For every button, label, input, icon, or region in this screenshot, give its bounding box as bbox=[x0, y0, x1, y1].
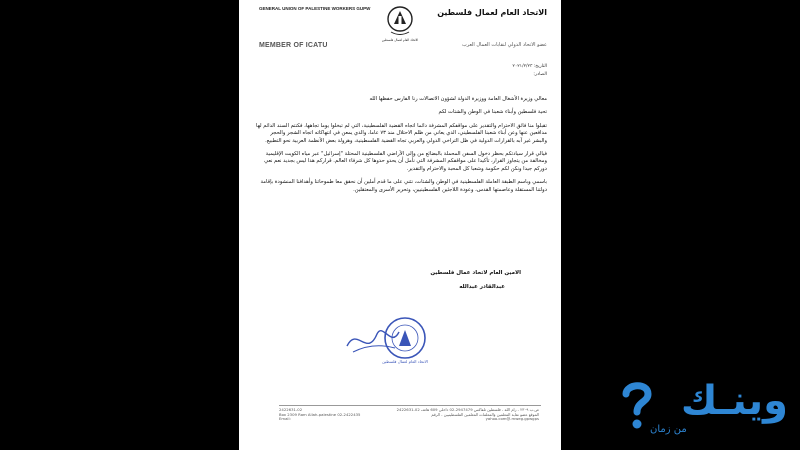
brand-name: وينـك bbox=[680, 378, 788, 424]
signature-title: الامين العام لاتحاد عمال فلسطين bbox=[430, 270, 521, 276]
brand-tagline: من زمان bbox=[650, 424, 687, 435]
signature-name: عبدالقادر عبدالله bbox=[459, 284, 505, 290]
footer-email-label: Email: bbox=[279, 416, 291, 422]
letter-ref: الصادر: bbox=[533, 72, 547, 77]
member-of-icatu-ar: عضو الاتحاد الدولي لنقابات العمال العرب bbox=[462, 42, 547, 48]
union-name-ar: الاتحاد العام لعمال فلسطين bbox=[437, 8, 547, 17]
letter-date: التاريخ: ٢٠٢١/٢/٢٣ bbox=[512, 64, 547, 69]
letter-page bbox=[239, 0, 561, 450]
footer-divider bbox=[279, 405, 541, 406]
union-logo-icon bbox=[381, 4, 419, 44]
paragraph-1: تقبلوا منا فائق الاحترام والتقدير على مواقفكم المشرفة دائما اتجاه القضية الفلسطينية، التي لم تبخلوا يوما تجاهها، فكنتم السند الدائم لها مدافعين عنها وعن أبناء شعبنا الفلسطيني، الذي يعاني من ظلم الاحتلال منذ ٧٣ عاما، والذي يمعن في انتهاكاته اتجاه الشجر والحجر والبشر غير آبه بالقرارات الدولية في ظل التراخي الدولي والعربي تجاه القضية الفلسطينية، وهرولة بعض الأنظمة العربية نحو التطبيع. bbox=[256, 122, 547, 144]
paragraph-2: فيالي قرار سيادتكم بحظر دخول السفن المحملة بالبضائع من وإلى الأراضي الفلسطينية المحتلة "إسرائيل" عبر مياه الكويت الإقليمية ومخالفة من يتجاوز القرار، تأكيدا على مواقفكم المشرفة التي نأمل أن يحذو حذوها كل شرفاء العالم. قراركم هذا ليس بجديد نعم نعي دوركم جيدا ونكن لكم حكومة وشعبا كل المحبة والاحترام والتقدير. bbox=[264, 151, 547, 172]
footer-email: yahoo.com@.mweg.gpwgps bbox=[485, 416, 539, 422]
paragraph-3: باسمي وباسم الطبقة العاملة الفلسطينية في الوطن والشتات، نثني على ما قدم أملين أن نحقق معا طموحاتنا وأهدافنا المنشودة بإقامة دولتنا المستقلة وعاصمتها القدس، وعودة اللاجئين الفلسطينيين، وتحرير الأسرى والمعتقلين. bbox=[260, 179, 547, 193]
footer-address-ar: ص.ب ٢٣٠٩ - رام الله - فلسطين تلفاكس 2947479-02 داخلي 609 هاتف 02-2422631 bbox=[396, 407, 539, 412]
footer-address-en: Box 2309 Ram Allah-palestine 02-2422435 bbox=[279, 411, 361, 417]
greeting: تحية فلسطين وأبناء شعبنا في الوطن والشتات لكم bbox=[438, 109, 547, 116]
footer-phone-left: 2422631-02 bbox=[279, 407, 303, 412]
letter-body bbox=[255, 96, 547, 200]
union-name-en: GENERAL UNION OF PALESTINE WORKERS GUPW bbox=[259, 6, 371, 11]
logo-caption: الاتحاد العام لعمال فلسطين bbox=[381, 38, 419, 42]
letter-footer bbox=[279, 408, 539, 422]
footer-membership-ar: الموقع عضو نقابة المعلمين والمعلمات المعلمين الفلسطينيين - الرقم bbox=[431, 411, 539, 417]
salutation: معالي وزيرة الأشغال العامة ووزيرة الدولة لشؤون الاتصالات رنا الفارس حفظها الله bbox=[369, 96, 547, 102]
stamp-caption: الاتحاد العام لعمال فلسطين bbox=[382, 359, 428, 364]
brand-watermark bbox=[618, 378, 794, 446]
member-of-icatu: MEMBER OF ICATU bbox=[259, 42, 328, 49]
stamp-and-signature-icon bbox=[343, 308, 433, 368]
